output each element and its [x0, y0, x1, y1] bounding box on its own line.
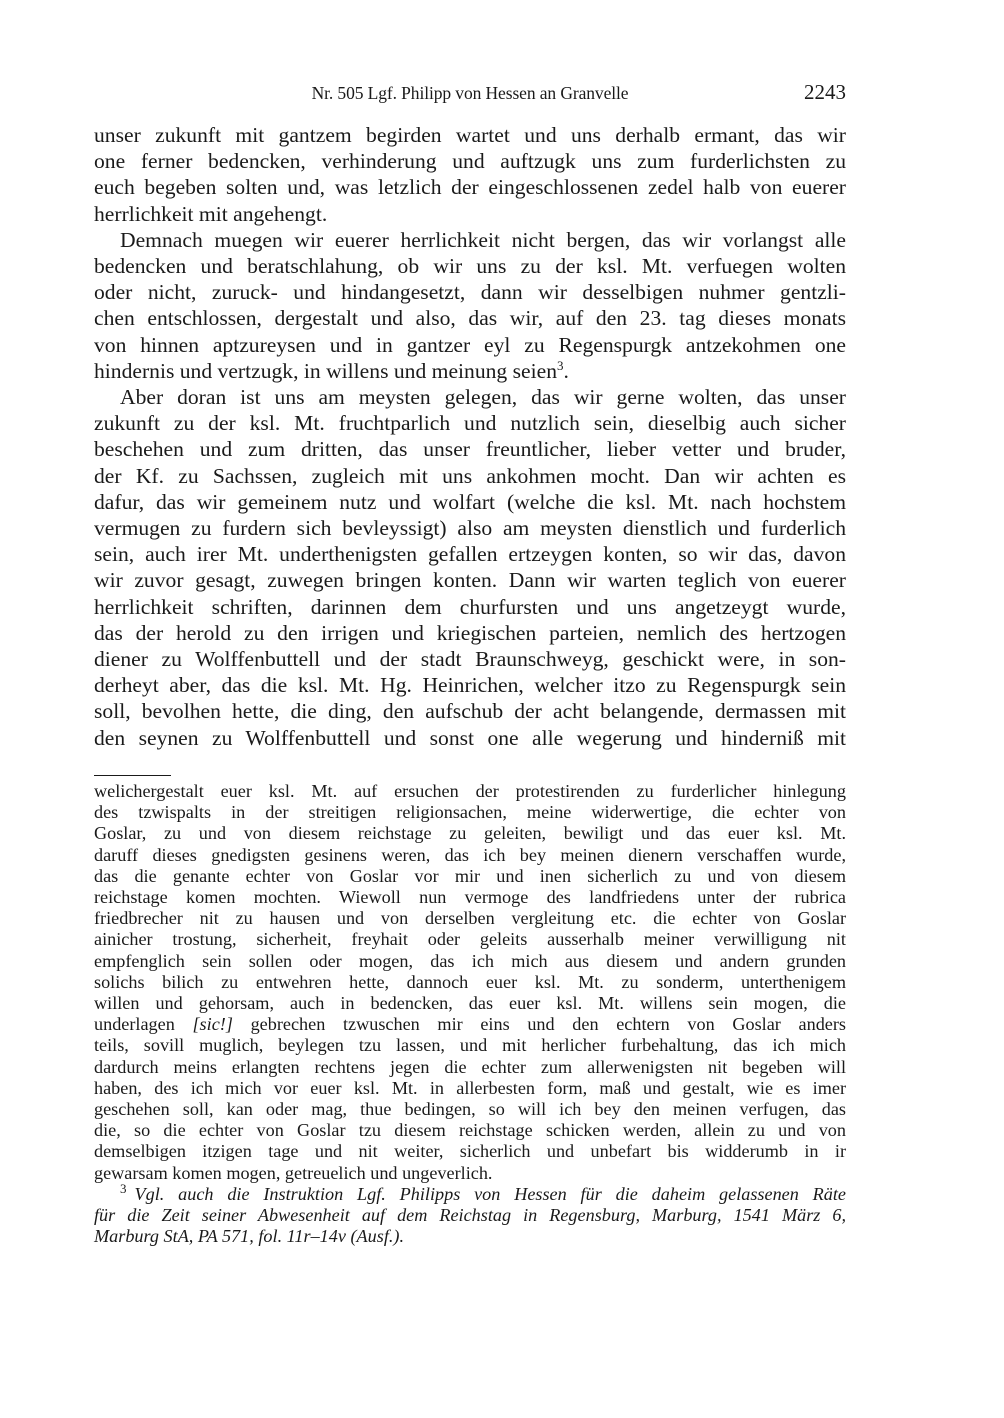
footnote-line: geschehen soll, kan oder mag, thue bedingen, so will ich bey den meinen verfugen, das [94, 1099, 846, 1120]
text-line: von hinnen aptzureysen und in gantzer eyl zu Regenspurgk antzekohmen one [94, 332, 846, 357]
text-line: unser zukunft mit gantzem begirden wartet und uns derhalb ermant, das wir [94, 123, 846, 147]
footnote-line: das die genante echter von Goslar vor mir und inen sicherlich zu und von diesem [94, 865, 846, 886]
footnote-line: gewarsam komen mogen, getreuelich und ungeverlich. [94, 1162, 493, 1183]
text-line: oder nicht, zuruck- und hindangesetzt, dann wir desselbigen nuhmer gentzli- [94, 280, 846, 305]
running-title: Nr. 505 Lgf. Philipp von Hessen an Granvelle [311, 83, 629, 103]
footnote-separator [94, 775, 171, 776]
footnote-line: Goslar, zu und von diesem reichstage zu geleiten, bewiligt und das euer ksl. Mt. [94, 823, 846, 844]
footnote-line: ainicher trostung, sicherheit, freyhait oder geleits ausserhalb meiner verwilligung nit [94, 929, 846, 950]
page-number: 2243 [804, 80, 846, 104]
footnote-line: Marburg StA, PA 571, fol. 11r–14v (Ausf.). [94, 1226, 405, 1247]
footnote-line: haben, des ich mich vor euer ksl. Mt. in allerbesten form, maß und gestalt, wie es imer [94, 1077, 846, 1098]
footnote-line: willen und gehorsam, auch in bedencken, das euer ksl. Mt. willens sein mogen, die [94, 993, 846, 1014]
text-fragment: hindernis und vertzugk, in willens und meinung seien [94, 358, 557, 383]
footnote-line: empfenglich sein sollen oder mogen, das ich mich aus diesem und andern grunden [94, 950, 846, 971]
footnote-line: friedbrecher nit zu hausen und von derselben vergleitung etc. die echter von Goslar [94, 908, 846, 929]
footnote-line [94, 1014, 846, 1035]
paragraph-1 [94, 122, 846, 227]
editorial-note: [sic!] [192, 1014, 233, 1035]
text-line [94, 358, 846, 384]
footnote-reference[interactable]: 3 [557, 357, 564, 373]
text-line: beschehen und zum dritten, das unser freuntlicher, lieber vetter und bruder, [94, 437, 846, 462]
text-line: herrlichkeit schriften, darinnen dem churfursten und uns angetzeygt wurde, [94, 594, 846, 619]
footnote-line: teils, sovill muglich, beylegen tzu lassen, und mit herlicher furbehaltung, das ich mich [94, 1035, 846, 1056]
footnotes [94, 781, 846, 1247]
footnote-line: welichergestalt euer ksl. Mt. auf ersuchen der protestirenden zu furderlicher hinlegung [94, 781, 846, 801]
text-line: das der herold zu den irrigen und kriegischen parteien, nemlich des hertzogen [94, 620, 846, 645]
footnote-line: für die Zeit seiner Abwesenheit auf dem Reichstag in Regensburg, Marburg, 1541 März 6, [94, 1205, 846, 1226]
footnote-line: des tzwispalts in der streitigen religionsachen, meine widerwertige, die echter von [94, 802, 846, 823]
footnote-line: solichs bilich zu entwehren hette, dannoch euer ksl. Mt. zu sonderm, unterthenigem [94, 971, 846, 992]
text-line: herrlichkeit mit angehengt. [94, 201, 328, 226]
footnote-line: die, so die echter von Goslar tzu diesem reichstage schicken werden, allein zu und von [94, 1120, 846, 1141]
text-fragment: Vgl. auch die Instruktion Lgf. Philipps von Hessen für die daheim gelassenen Räte [134, 1183, 846, 1204]
text-line: Demnach muegen wir euerer herrlichkeit nicht bergen, das wir vorlangst alle [120, 227, 846, 252]
text-line: wir zuvor gesagt, zuwegen bringen konten. Dann wir warten teglich von euerer [94, 568, 846, 593]
text-fragment: underlagen [94, 1014, 193, 1035]
footnote-continued [94, 781, 846, 1184]
text-line: bedencken und beratschlahung, ob wir uns zu der ksl. Mt. verfuegen wolten [94, 254, 846, 279]
text-line: chen entschlossen, dergestalt und also, das wir, auf den 23. tag dieses monats [94, 306, 846, 331]
footnote-line [94, 1180, 846, 1205]
footnote-3 [94, 1180, 846, 1248]
text-line: diener zu Wolffenbuttell und der stadt Braunschweyg, geschickt were, in son- [94, 647, 846, 672]
paragraph-3 [94, 384, 846, 751]
text-line: zukunft zu der ksl. Mt. fruchtparlich und nutzlich sein, dieselbig auch sicher [94, 411, 846, 436]
text-line: soll, bevolhen hette, die ding, den aufschub der acht belangende, dermassen mit [94, 699, 846, 724]
main-text [94, 122, 846, 751]
footnote-line: demselbigen itzigen tage und nit weiter, sicherlich und unbefart bis widderumb in ir [94, 1141, 846, 1162]
text-line: dafur, das wir gemeinem nutz und wolfart (welche die ksl. Mt. nach hochstem [94, 489, 846, 514]
text-line: den seynen zu Wolffenbuttell und sonst one alle wegerung und hinderniß mit [94, 725, 846, 750]
text-fragment: gebrechen tzwuschen mir eins und den echtern von Goslar anders [232, 1014, 846, 1035]
paragraph-2 [94, 227, 846, 384]
footnote-line: reichstage komen mochten. Wiewoll nun vermoge des landfriedens unter der rubrica [94, 887, 846, 908]
text-line: sein, auch irer Mt. underthenigsten gefallen ertzeygen konten, so wir das, davon [94, 542, 846, 567]
text-line: Aber doran ist uns am meysten gelegen, das wir gerne wolten, das unser [120, 385, 846, 410]
footnote-line: dardurch meins erlangten rechtens jegen die echter zum allerwenigsten nit begeben will [94, 1056, 846, 1077]
footnote-number: 3 [120, 1180, 127, 1196]
footnote-line: daruff dieses gnedigsten gesinens weren, das ich bey meinen dienern verschaffen wurde, [94, 844, 846, 865]
text-line: one ferner bedencken, verhinderung und auftzugk uns zum furderlichsten zu [94, 149, 846, 174]
text-line: vermugen zu furdern sich bevleyssigt) also am meysten dienstlich und furderlich [94, 516, 846, 541]
text-line: euch begeben solten und, was letzlich der eingeschlossenen zedel halb von euerer [94, 175, 846, 200]
text-line: derheyt aber, das die ksl. Mt. Hg. Heinrichen, welcher itzo zu Regenspurgk sein [94, 673, 846, 698]
text-fragment: . [563, 358, 569, 383]
running-head [94, 80, 846, 108]
text-line: der Kf. zu Sachssen, zugleich mit uns ankohmen mocht. Dan wir achten es [94, 463, 846, 488]
